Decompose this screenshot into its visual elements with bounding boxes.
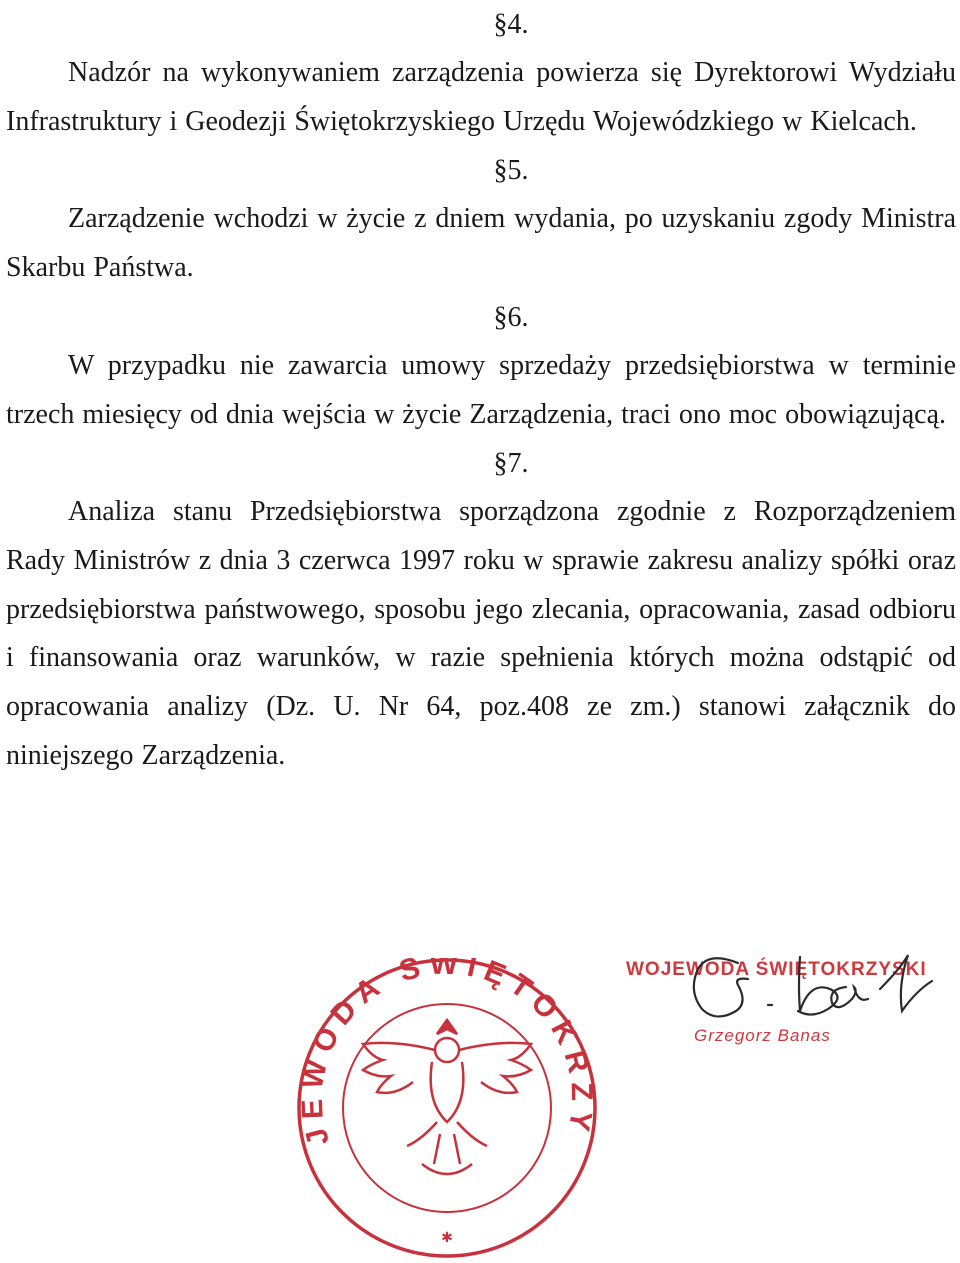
section-5-text: Zarządzenie wchodzi w życie z dniem wydania, po uzyskaniu zgody Ministra Skarbu Państwa. [6, 203, 956, 284]
section-number-4: §4. [493, 9, 529, 40]
document-body [6, 0, 956, 780]
svg-text:WOJEWODA ŚWIĘTOKRZYSKI: WOJEWODA ŚWIĘTOKRZYSKI [626, 959, 927, 980]
section-4-text: Nadzór na wykonywaniem zarządzenia powierza się Dyrektorowi Wydziału Infrastruktury i Geodezji Świętokrzyskiego Urzędu Wojewódzkiego w Kielcach. [6, 57, 956, 137]
section-7-text: Analiza stanu Przedsiębiorstwa sporządzona zgodnie z Rozporządzeniem Rady Ministrów z dnia 3 czerwca 1997 roku w sprawie zakresu analizy spółki oraz przedsiębiorstwa państwowego, sposobu jego zlecania, opracowania, zasad odbioru i finansowania oraz warunków, w razie spełnienia których można odstąpić od opracowania analizy (Dz. U. Nr 64, poz.408 ze zm.) stanowi załącznik do niniejszego Zarządzenia. [6, 496, 956, 771]
signature-stamp [618, 935, 938, 1065]
section-number-6: §6. [493, 301, 529, 333]
svg-text:✱: ✱ [441, 1229, 453, 1245]
section-number-7: §7. [493, 448, 529, 480]
section-6-text: W przypadku nie zawarcia umowy sprzedaży przedsiębiorstwa w terminie trzech miesięcy od dnia wejścia w życie Zarządzenia, traci ono moc obowiązującą. [6, 349, 956, 430]
svg-text:Grzegorz Banas: Grzegorz Banas [694, 1026, 831, 1045]
official-round-stamp [292, 958, 602, 1258]
section-number-5: §5. [493, 155, 529, 187]
eagle-emblem-icon [363, 1020, 531, 1174]
svg-text:WOJEWODA ŚWIĘTOKRZYSKI: JEWODA ŚWIĘTOKRZY [295, 958, 599, 1150]
